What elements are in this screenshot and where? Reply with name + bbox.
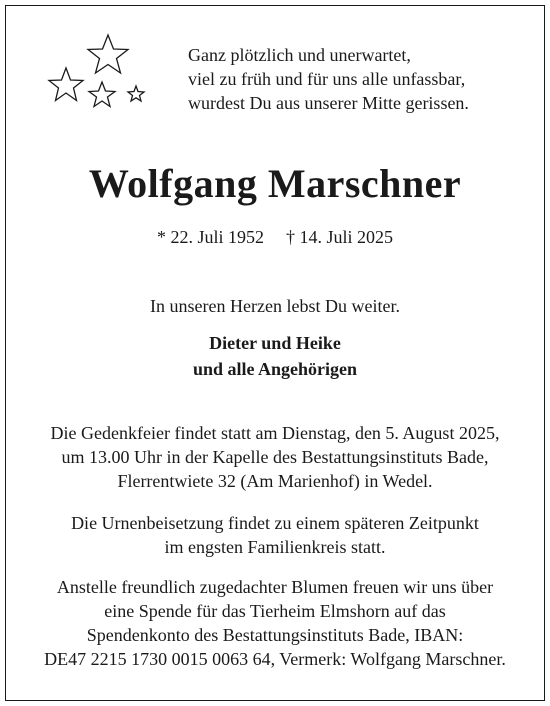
ceremony-line: Flerrentwiete 32 (Am Marienhof) in Wedel.	[117, 471, 433, 491]
mourners-line: und alle Angehörigen	[192, 359, 358, 379]
donation-line: DE47 2215 1730 0015 0063 64, Vermerk: Wolfgang Marschner.	[44, 649, 506, 669]
birth-date: * 22. Juli 1952	[156, 227, 264, 247]
star-middle-icon	[89, 82, 115, 107]
star-left-icon	[49, 68, 83, 101]
ceremony-info	[0, 421, 550, 493]
donation-info	[0, 575, 550, 671]
deceased-name: Wolfgang Marschner	[88, 161, 462, 206]
star-small-icon	[128, 86, 144, 101]
death-date: † 14. Juli 2025	[286, 227, 394, 247]
poem	[188, 43, 518, 115]
urn-line: Die Urnenbeisetzung findet zu einem späteren Zeitpunkt	[71, 513, 479, 533]
stars-icon	[44, 30, 154, 120]
mourners-line: Dieter und Heike	[209, 333, 341, 353]
donation-line: Spendenkonto des Bestattungsinstituts Bade, IBAN:	[86, 625, 464, 645]
donation-line: Anstelle freundlich zugedachter Blumen freuen wir uns über	[56, 577, 494, 597]
life-dates	[0, 227, 550, 248]
mourners	[0, 330, 550, 382]
motto: In unseren Herzen lebst Du weiter.	[150, 296, 400, 316]
ceremony-line: um 13.00 Uhr in der Kapelle des Bestattungsinstituts Bade,	[61, 447, 489, 467]
urn-info	[0, 511, 550, 559]
star-large-icon	[88, 35, 128, 73]
urn-line: im engsten Familienkreis statt.	[164, 537, 386, 557]
poem-line: Ganz plötzlich und unerwartet,	[188, 45, 411, 65]
poem-line: viel zu früh und für uns alle unfassbar,	[188, 69, 466, 89]
poem-line: wurdest Du aus unserer Mitte gerissen.	[188, 93, 469, 113]
ceremony-line: Die Gedenkfeier findet statt am Dienstag, den 5. August 2025,	[50, 423, 500, 443]
donation-line: eine Spende für das Tierheim Elmshorn auf das	[104, 601, 446, 621]
